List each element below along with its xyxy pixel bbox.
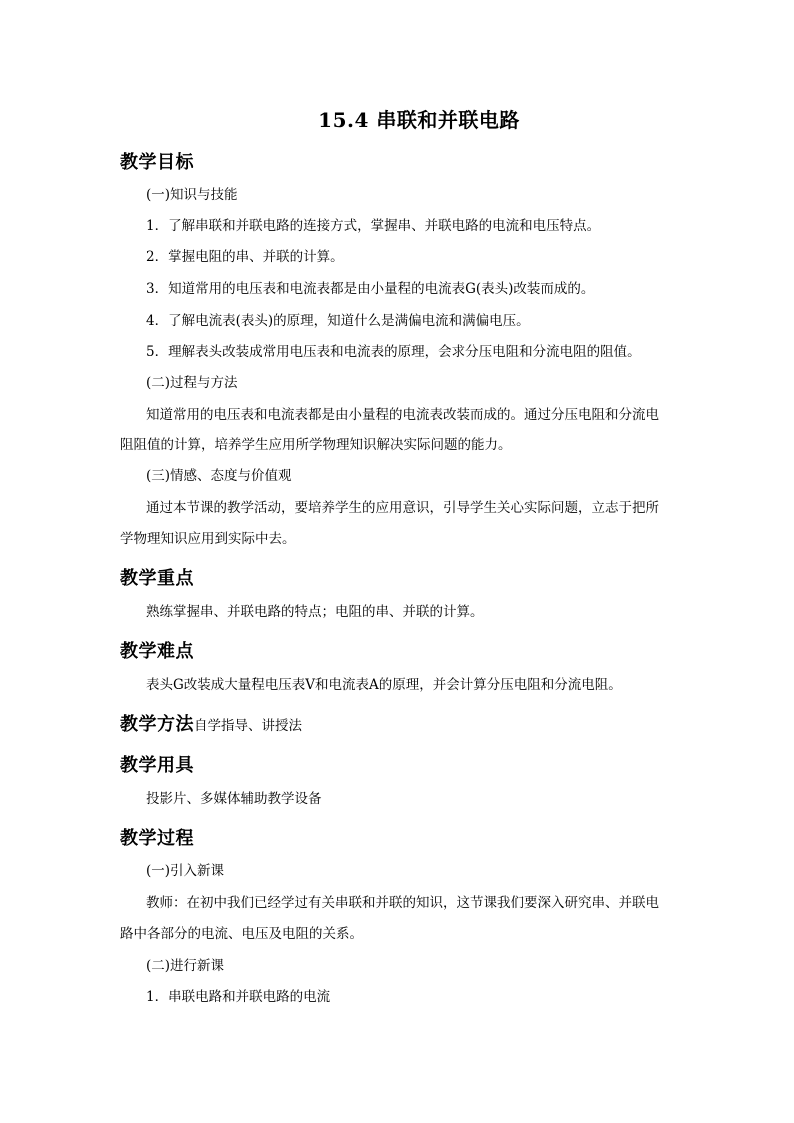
subheading-process-methods: (二)过程与方法 [146,375,238,391]
heading-teaching-process: 教学过程 [120,828,194,849]
intro-paragraph-line-1: 教师：在初中我们已经学过有关串联和并联的知识，这节课我们要深入研究串、并联电 [146,895,659,911]
subheading-knowledge-skills: (一)知识与技能 [146,187,238,203]
process-paragraph-line-1: 知道常用的电压表和电流表都是由小量程的电流表改装而成的。通过分压电阻和分流电 [146,407,659,423]
heading-key-points: 教学重点 [120,568,194,589]
goal-item-2: 2．掌握电阻的串、并联的计算。 [146,249,344,265]
goal-item-3: 3．知道常用的电压表和电流表都是由小量程的电流表G(表头)改装而成的。 [146,281,595,297]
subheading-intro: (一)引入新课 [146,863,225,879]
tools-text: 投影片、多媒体辅助教学设备 [146,791,322,807]
key-points-text: 熟练掌握串、并联电路的特点；电阻的串、并联的计算。 [146,604,484,620]
goal-item-1: 1．了解串联和并联电路的连接方式，掌握串、并联电路的电流和电压特点。 [146,218,601,234]
goal-item-4: 4．了解电流表(表头)的原理，知道什么是满偏电流和满偏电压。 [146,313,530,329]
new-lesson-item-1: 1．串联电路和并联电路的电流 [146,989,331,1005]
methods-text: 自学指导、讲授法 [194,718,302,734]
heading-methods [120,710,302,736]
heading-tools: 教学用具 [120,755,194,776]
intro-paragraph-line-2: 路中各部分的电流、电压及电阻的关系。 [120,926,363,942]
heading-difficulties: 教学难点 [120,641,194,662]
emotion-paragraph-line-1: 通过本节课的教学活动，要培养学生的应用意识，引导学生关心实际问题，立志于把所 [146,500,659,516]
document-title: 15.4 串联和并联电路 [318,108,520,132]
goal-item-5: 5．理解表头改装成常用电压表和电流表的原理，会求分压电阻和分流电阻的阻值。 [146,344,641,360]
heading-teaching-goals: 教学目标 [120,152,194,173]
emotion-paragraph-line-2: 学物理知识应用到实际中去。 [120,531,296,547]
difficulties-text: 表头G改装成大量程电压表V和电流表A的原理，并会计算分压电阻和分流电阻。 [146,677,622,693]
subheading-new-lesson: (二)进行新课 [146,958,225,974]
subheading-emotion-values: (三)情感、态度与价值观 [146,468,292,484]
heading-methods-label: 教学方法 [120,714,194,735]
process-paragraph-line-2: 阻阻值的计算，培养学生应用所学物理知识解决实际问题的能力。 [120,437,512,453]
